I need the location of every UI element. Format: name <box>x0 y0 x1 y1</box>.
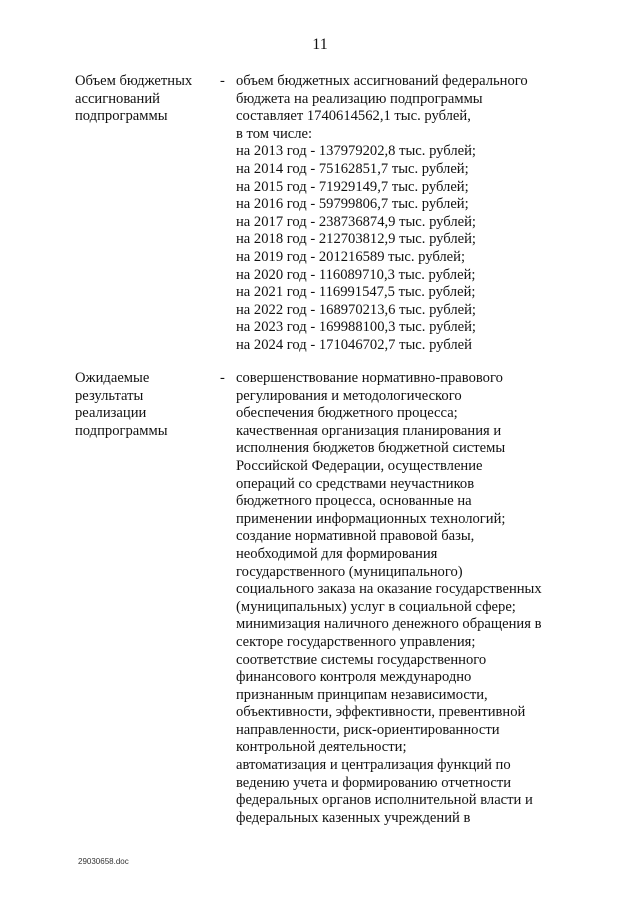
results-text-line: регулирования и методологического <box>236 387 462 404</box>
results-text-line: объективности, эффективности, превентивной <box>236 704 526 721</box>
results-text-line: ведению учета и формированию отчетности <box>236 774 512 791</box>
budget-text-line: объем бюджетных ассигнований федерального <box>236 73 528 89</box>
budget-year-line: на 2017 год - 238736874,9 тыс. рублей; <box>236 213 476 230</box>
budget-year-line: на 2013 год - 137979202,8 тыс. рублей; <box>236 143 476 160</box>
results-text-line: минимизация наличного денежного обращения в <box>236 616 542 633</box>
results-text-line: (муниципальных) услуг в социальной сфере; <box>236 598 516 615</box>
results-label-line: подпрограммы <box>75 422 168 439</box>
results-label-line: реализации <box>75 405 147 422</box>
budget-year-line: на 2024 год - 171046702,7 тыс. рублей <box>236 336 472 353</box>
budget-text-line: в том числе: <box>236 125 313 142</box>
results-section-content <box>236 370 636 827</box>
budget-year-line: на 2019 год - 201216589 тыс. рублей; <box>236 248 466 265</box>
results-text-line: применении информационных технологий; <box>236 510 506 527</box>
budget-section-label <box>75 73 210 126</box>
results-text-line: государственного (муниципального) <box>236 563 463 580</box>
budget-text-line: составляет 1740614562,1 тыс. рублей, <box>236 108 471 125</box>
budget-text-line: бюджета на реализацию подпрограммы <box>236 90 483 107</box>
results-text-line: качественная организация планирования и <box>236 422 502 439</box>
budget-year-line: на 2020 год - 116089710,3 тыс. рублей; <box>236 266 476 283</box>
budget-year-line: на 2022 год - 168970213,6 тыс. рублей; <box>236 301 476 318</box>
results-text-line: социального заказа на оказание государственных <box>236 581 542 598</box>
budget-year-line: на 2014 год - 75162851,7 тыс. рублей; <box>236 160 469 177</box>
budget-year-line: на 2021 год - 116991547,5 тыс. рублей; <box>236 284 476 301</box>
results-text-line: секторе государственного управления; <box>236 633 476 650</box>
results-section-label <box>75 370 210 440</box>
budget-year-line: на 2023 год - 169988100,3 тыс. рублей; <box>236 319 476 336</box>
budget-label-line: Объем бюджетных <box>75 73 193 89</box>
results-text-line: исполнения бюджетов бюджетной системы <box>236 440 506 457</box>
document-file-code: 29030658.doc <box>78 857 129 866</box>
results-text-line: совершенствование нормативно-правового <box>236 370 503 386</box>
results-text-line: соответствие системы государственного <box>236 651 487 668</box>
results-text-line: признанным принципам независимости, <box>236 686 488 703</box>
results-section-dash: - <box>220 370 225 386</box>
results-text-line: обеспечения бюджетного процесса; <box>236 405 458 422</box>
results-text-line: направленности, риск-ориентированности <box>236 721 500 738</box>
results-text-line: Российской Федерации, осуществление <box>236 457 483 474</box>
results-text-line: бюджетного процесса, основанные на <box>236 493 472 510</box>
results-text-line: контрольной деятельности; <box>236 739 407 756</box>
budget-year-line: на 2016 год - 59799806,7 тыс. рублей; <box>236 196 469 213</box>
budget-section-content <box>236 73 636 355</box>
budget-label-line: ассигнований <box>75 90 160 107</box>
page-number: 11 <box>312 36 328 53</box>
results-text-line: создание нормативной правовой базы, <box>236 528 475 545</box>
results-text-line: федеральных органов исполнительной власти и <box>236 792 533 809</box>
results-text-line: необходимой для формирования <box>236 545 438 562</box>
budget-section-dash: - <box>220 73 225 89</box>
budget-year-line: на 2015 год - 71929149,7 тыс. рублей; <box>236 178 469 195</box>
results-label-line: результаты <box>75 387 144 404</box>
budget-label-line: подпрограммы <box>75 108 168 125</box>
budget-year-line: на 2018 год - 212703812,9 тыс. рублей; <box>236 231 476 248</box>
results-text-line: финансового контроля международно <box>236 669 472 686</box>
results-label-line: Ожидаемые <box>75 370 150 386</box>
results-text-line: федеральных казенных учреждений в <box>236 809 471 826</box>
results-text-line: операций со средствами неучастников <box>236 475 475 492</box>
results-text-line: автоматизация и централизация функций по <box>236 757 511 774</box>
